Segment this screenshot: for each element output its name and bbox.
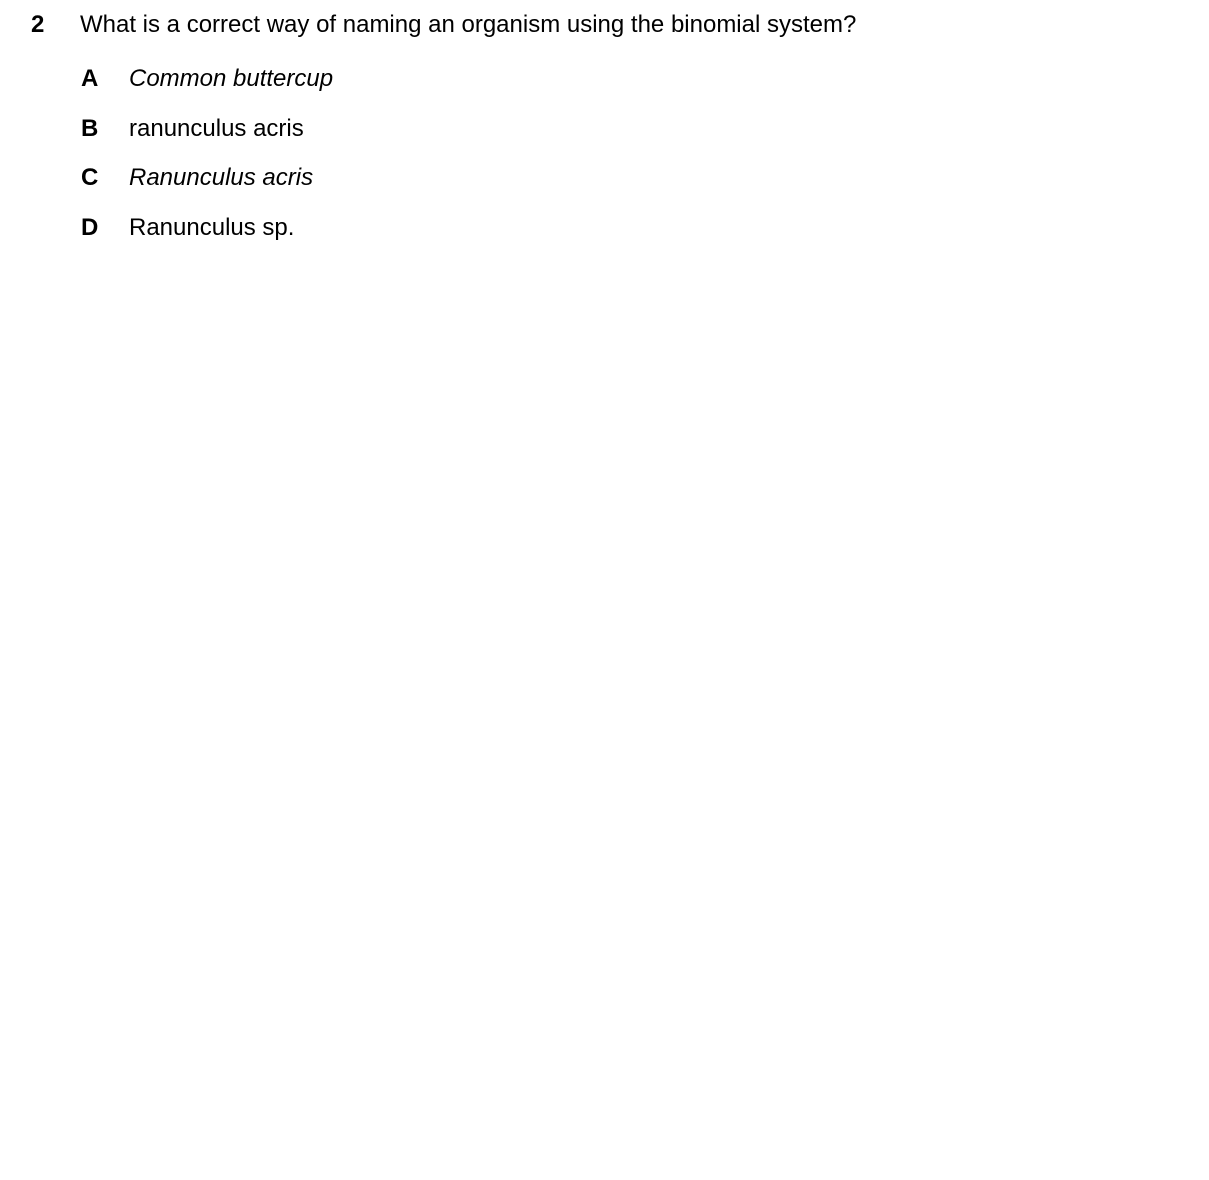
option-text: ranunculus acris (129, 114, 304, 142)
option-d[interactable] (80, 213, 780, 263)
option-text: Common buttercup (129, 65, 334, 92)
question-number: 2 (31, 11, 45, 38)
answer-options (80, 64, 780, 263)
option-a[interactable] (80, 64, 780, 114)
option-letter: A (81, 65, 99, 92)
option-letter: D (81, 214, 99, 242)
option-c[interactable] (80, 163, 780, 213)
option-b[interactable] (80, 114, 780, 164)
option-letter: B (81, 114, 99, 142)
option-letter: C (81, 164, 99, 192)
question-text: What is a correct way of naming an organism using the binomial system? (80, 11, 857, 38)
option-text: Ranunculus acris (129, 164, 314, 192)
option-text: Ranunculus sp. (129, 214, 295, 242)
